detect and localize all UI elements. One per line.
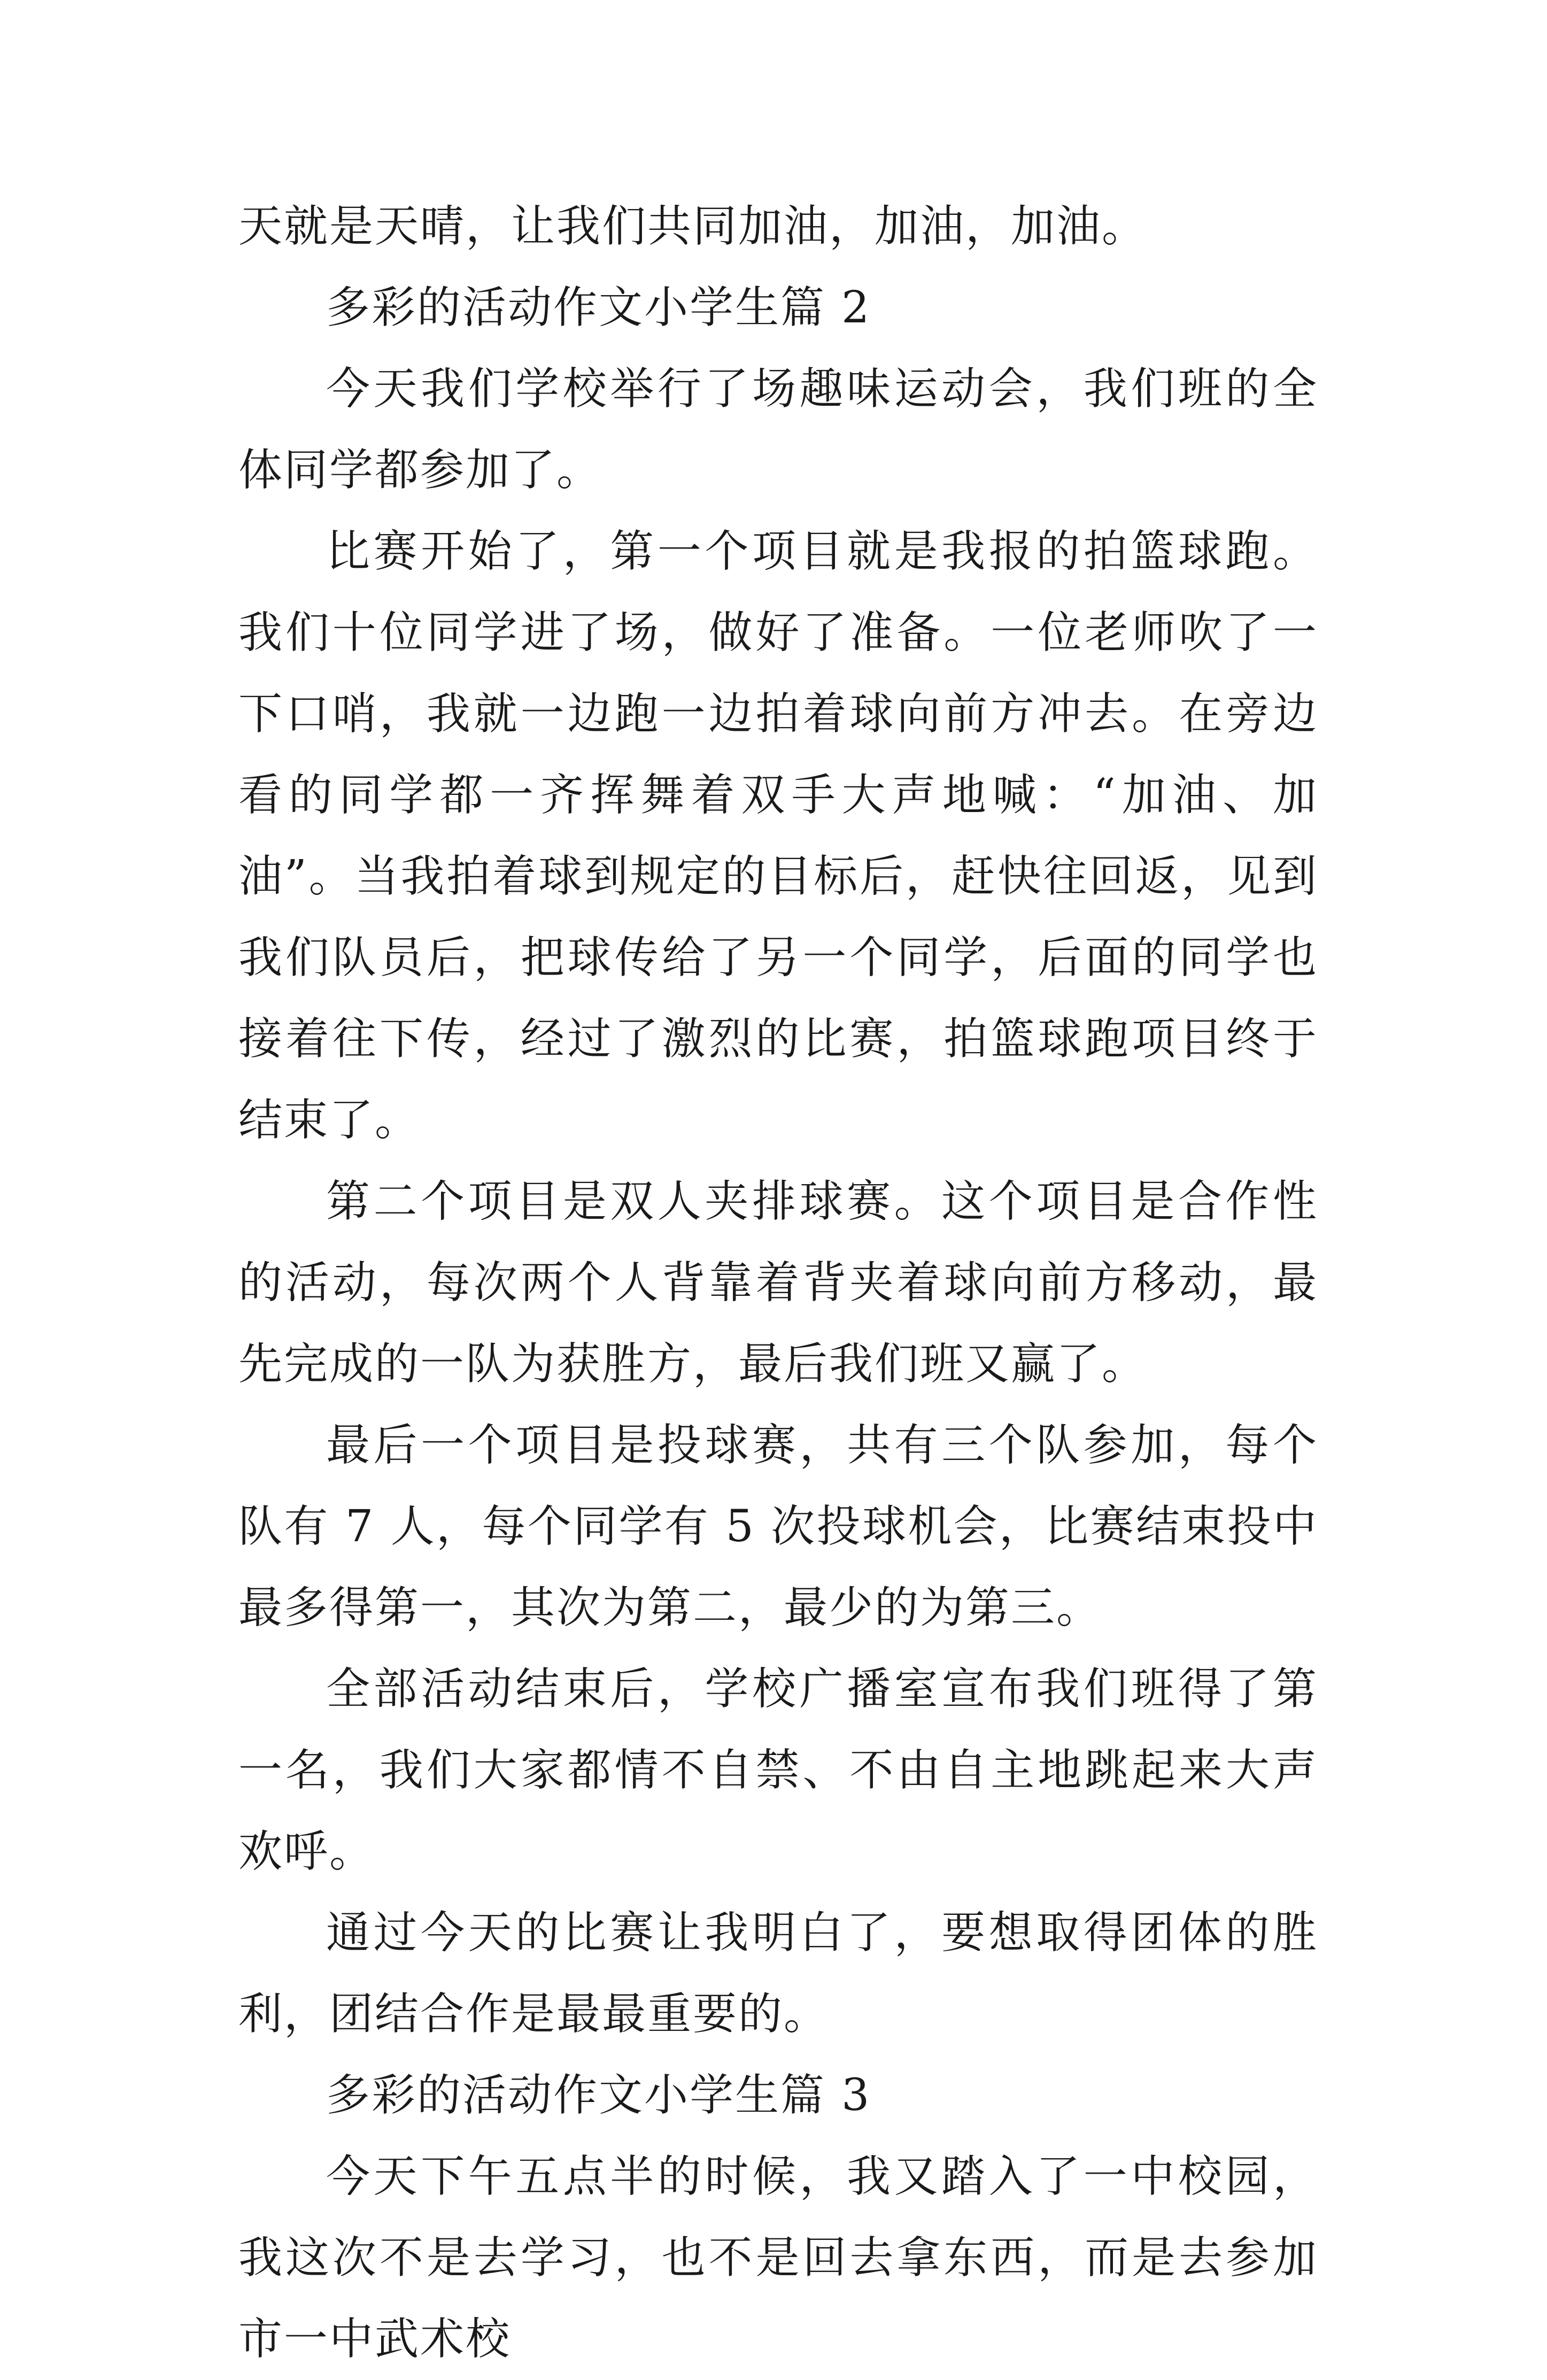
paragraph: 今天下午五点半的时候，我又踏入了一中校园，我这次不是去学习，也不是回去拿东西，而是去参加市一中武术校 bbox=[238, 2151, 1318, 2364]
paragraph: 全部活动结束后，学校广播室宣布我们班得了第一名，我们大家都情不自禁、不由自主地跳起来大声欢呼。 bbox=[238, 1664, 1318, 1877]
paragraph: 通过今天的比赛让我明白了，要想取得团体的胜利，团结合作是最最重要的。 bbox=[238, 1907, 1318, 2039]
paragraph-continuation: 天就是天晴，让我们共同加油，加油，加油。 bbox=[238, 201, 1148, 252]
section-heading-3: 多彩的活动作文小学生篇 3 bbox=[326, 2070, 871, 2121]
document-body bbox=[238, 186, 1318, 2380]
paragraph: 最后一个项目是投球赛，共有三个队参加，每个队有 7 人，每个同学有 5 次投球机会，比赛结束投中最多得第一，其次为第二，最少的为第三。 bbox=[238, 1420, 1318, 1633]
section-heading-2: 多彩的活动作文小学生篇 2 bbox=[326, 282, 871, 333]
paragraph: 第二个项目是双人夹排球赛。这个项目是合作性的活动，每次两个人背靠着背夹着球向前方移动，最先完成的一队为获胜方，最后我们班又赢了。 bbox=[238, 1176, 1318, 1389]
paragraph: 比赛开始了，第一个项目就是我报的拍篮球跑。我们十位同学进了场，做好了准备。一位老师吹了一下口哨，我就一边跑一边拍着球向前方冲去。在旁边看的同学都一齐挥舞着双手大声地喊：“加油、加油”。当我拍着球到规定的目标后，赶快往回返，见到我们队员后，把球传给了另一个同学，后面的同学也接着往下传，经过了激烈的比赛，拍篮球跑项目终于结束了。 bbox=[238, 526, 1318, 1146]
paragraph: 今天我们学校举行了场趣味运动会，我们班的全体同学都参加了。 bbox=[238, 364, 1318, 496]
